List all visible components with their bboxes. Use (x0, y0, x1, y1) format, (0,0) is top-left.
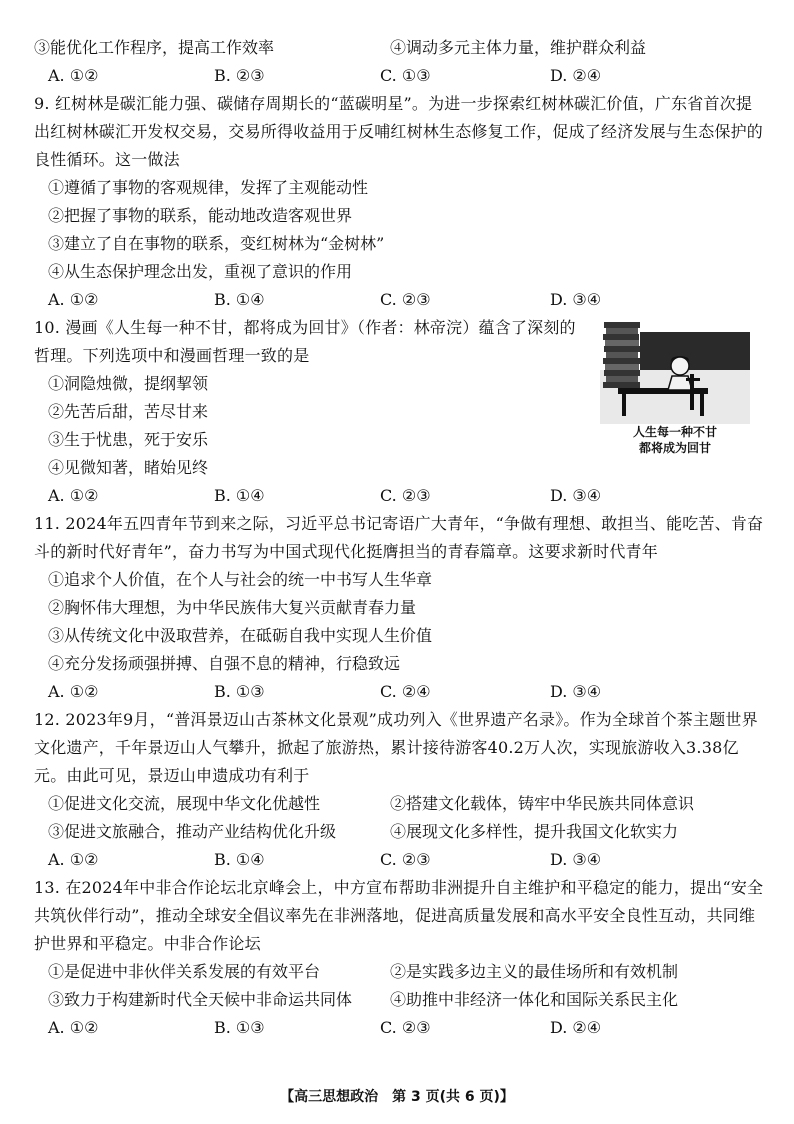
q10-option-1: ①洞隐烛微，提纲挈领 (48, 374, 209, 393)
q12-answers (34, 846, 764, 874)
cartoon-drawing (600, 316, 750, 424)
q9-option-2: ②把握了事物的联系，能动地改造客观世界 (48, 206, 353, 225)
q13-option-3: ③致力于构建新时代全天候中非命运共同体 (48, 990, 353, 1009)
q13-options-row-2 (34, 986, 764, 1014)
q11-answer-d: D. ③④ (550, 682, 602, 701)
question-11 (34, 510, 764, 706)
book-stack (603, 322, 640, 388)
q13-option-2: ②是实践多边主义的最佳场所和有效机制 (390, 962, 679, 981)
q8-answers (34, 62, 764, 90)
q13-option-1: ①是促进中非伙伴关系发展的有效平台 (48, 962, 321, 981)
q9-option-4: ④从生态保护理念出发，重视了意识的作用 (48, 262, 353, 281)
q13-option-4: ④助推中非经济一体化和国际关系民主化 (390, 990, 679, 1009)
q10-option-3: ③生于忧患，死于安乐 (48, 430, 209, 449)
q12-option-4: ④展现文化多样性，提升我国文化软实力 (390, 822, 679, 841)
q10-answer-c: C. ②③ (380, 486, 431, 505)
q11-stem: 11. 2024年五四青年节到来之际，习近平总书记寄语广大青年，“争做有理想、敢担当、能吃苦、肯奋斗的新时代好青年”，奋力书写为中国式现代化挺膺担当的青春篇章。这要求新时代青年 (34, 514, 764, 561)
q11-option-1: ①追求个人价值，在个人与社会的统一中书写人生华章 (48, 570, 433, 589)
q12-answer-d: D. ③④ (550, 850, 602, 869)
q11-option-2: ②胸怀伟大理想，为中华民族伟大复兴贡献青春力量 (48, 598, 417, 617)
q12-answer-c: C. ②③ (380, 850, 431, 869)
q8-option-3: ③能优化工作程序，提高工作效率 (34, 38, 275, 57)
q12-option-1: ①促进文化交流，展现中华文化优越性 (48, 794, 321, 813)
q11-option-4: ④充分发扬顽强拼搏、自强不息的精神，行稳致远 (48, 654, 401, 673)
q11-answer-b: B. ①③ (214, 682, 265, 701)
q10-answer-b: B. ①④ (214, 486, 265, 505)
q12-options-row-2 (34, 818, 764, 846)
q9-option-3: ③建立了自在事物的联系，变红树林为“金树林” (48, 234, 385, 253)
q13-answers (34, 1014, 764, 1042)
q11-option-3: ③从传统文化中汲取营养，在砥砺自我中实现人生价值 (48, 626, 433, 645)
question-10 (34, 314, 764, 510)
q10-answers (34, 482, 764, 510)
q13-answer-b: B. ①③ (214, 1018, 265, 1037)
desk-top (618, 388, 708, 394)
question-12 (34, 706, 764, 874)
q10-option-4: ④见微知著，睹始见终 (48, 458, 209, 477)
q9-answer-c: C. ②③ (380, 290, 431, 309)
q12-option-2: ②搭建文化载体，铸牢中华民族共同体意识 (390, 794, 695, 813)
q10-answer-a: A. ①② (48, 486, 99, 505)
q13-options-row-1 (34, 958, 764, 986)
q9-answer-b: B. ①④ (214, 290, 265, 309)
q10-stem: 10. 漫画《人生每一种不甘，都将成为回甘》（作者：林帝浣）蕴含了深刻的哲理。下列选项中和漫画哲理一致的是 (34, 318, 576, 365)
cartoon-caption-line-2: 都将成为回甘 (638, 441, 711, 455)
q9-answer-d: D. ③④ (550, 290, 602, 309)
question-9 (34, 90, 764, 314)
q13-answer-a: A. ①② (48, 1018, 99, 1037)
q12-options-row-1 (34, 790, 764, 818)
cartoon-caption (600, 424, 750, 456)
q8-answer-b: B. ②③ (214, 66, 265, 85)
cartoon-caption-line-1: 人生每一种不甘 (632, 425, 717, 439)
q13-answer-d: D. ②④ (550, 1018, 602, 1037)
q8-answer-a: A. ①② (48, 66, 99, 85)
q13-stem: 13. 在2024年中非合作论坛北京峰会上，中方宣布帮助非洲提升自主维护和平稳定的能力，提出“安全共筑伙伴行动”，推动全球安全倡议率先在非洲落地，促进高质量发展和高水平安全良性互动，共同维护世界和平稳定。中非合作论坛 (34, 878, 764, 953)
q12-option-3: ③促进文旅融合，推动产业结构优化升级 (48, 822, 337, 841)
q11-answers (34, 678, 764, 706)
q12-answer-b: B. ①④ (214, 850, 265, 869)
question-13 (34, 874, 764, 1042)
q10-text (34, 314, 579, 482)
q10-cartoon (600, 316, 750, 466)
q9-option-1: ①遵循了事物的客观规律，发挥了主观能动性 (48, 178, 369, 197)
q12-stem: 12. 2023年9月，“普洱景迈山古茶林文化景观”成功列入《世界遗产名录》。作为全球首个茶主题世界文化遗产，千年景迈山人气攀升，掀起了旅游热，累计接待游客40.2万人次，实现旅游收入3.38亿元。由此可见，景迈山申遗成功有利于 (34, 710, 758, 785)
q10-option-2: ②先苦后甜，苦尽甘来 (48, 402, 209, 421)
q8-answer-c: C. ①③ (380, 66, 431, 85)
q8-answer-d: D. ②④ (550, 66, 602, 85)
q11-answer-a: A. ①② (48, 682, 99, 701)
q10-answer-d: D. ③④ (550, 486, 602, 505)
question-8-tail (34, 34, 764, 90)
q13-answer-c: C. ②③ (380, 1018, 431, 1037)
exam-page (34, 34, 764, 1042)
q9-answers (34, 286, 764, 314)
q9-answer-a: A. ①② (48, 290, 99, 309)
q8-option-4: ④调动多元主体力量，维护群众利益 (390, 38, 647, 57)
q9-stem: 9. 红树林是碳汇能力强、碳储存周期长的“蓝碳明星”。为进一步探索红树林碳汇价值，广东省首次提出红树林碳汇开发权交易，交易所得收益用于反哺红树林生态修复工作，促成了经济发展与生态保护的良性循环。这一做法 (34, 94, 764, 169)
q12-answer-a: A. ①② (48, 850, 99, 869)
q11-answer-c: C. ②④ (380, 682, 431, 701)
q8-options-row (34, 34, 764, 62)
page-footer: 【高三思想政治 第 3 页(共 6 页)】 (280, 1089, 514, 1105)
